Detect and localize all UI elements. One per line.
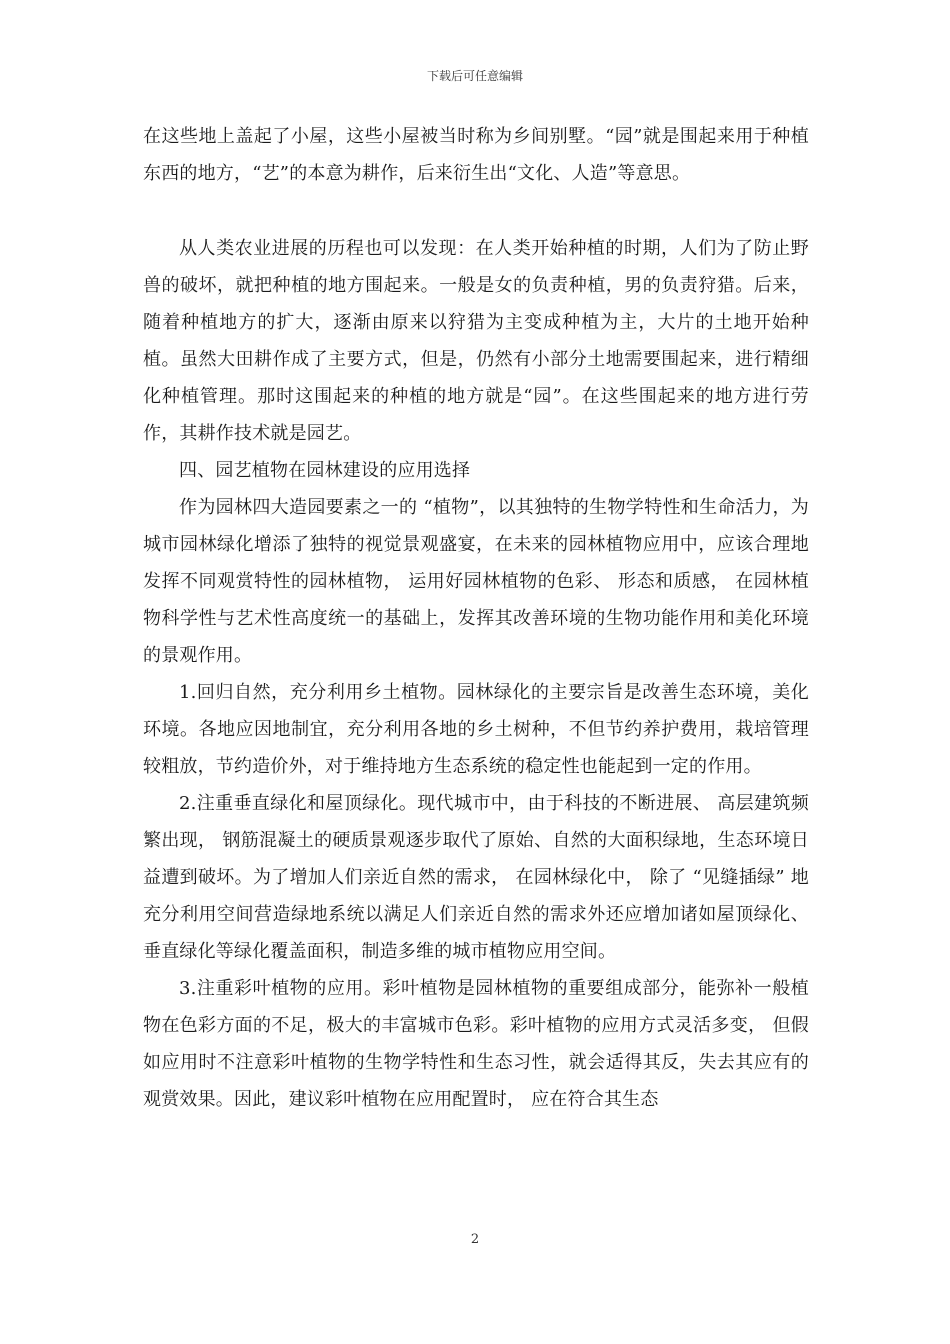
paragraph-spacer	[143, 192, 809, 230]
paragraph-point-2: 2.注重垂直绿化和屋顶绿化。现代城市中，由于科技的不断进展、 高层建筑频繁出现， 钢筋混凝土的硬质景观逐步取代了原始、自然的大面积绿地，生态环境日益遭到破坏。为了增加人们亲近自然的需求， 在园林绿化中， 除了 “见缝插绿” 地充分利用空间营造绿地系统以满足人们亲近自然的需求外还应增加诸如屋顶绿化、 垂直绿化等绿化覆盖面积，制造多维的城市植物应用空间。	[143, 793, 809, 962]
paragraph-point-1: 1.回归自然，充分利用乡土植物。园林绿化的主要宗旨是改善生态环境，美化环境。各地应因地制宜，充分利用各地的乡土树种，不但节约养护费用，栽培管理较粗放，节约造价外，对于维持地方生态系统的稳定性也能起到一定的作用。	[143, 682, 809, 777]
paragraph-point-3: 3.注重彩叶植物的应用。彩叶植物是园林植物的重要组成部分，能弥补一般植物在色彩方面的不足，极大的丰富城市色彩。彩叶植物的应用方式灵活多变， 但假如应用时不注意彩叶植物的生物学特性和生态习性，就会适得其反，失去其应有的观赏效果。因此，建议彩叶植物在应用配置时， 应在符合其生态	[143, 978, 809, 1110]
page-header: 下载后可任意编辑	[426, 69, 523, 83]
paragraph-continued: 在这些地上盖起了小屋，这些小屋被当时称为乡间别墅。“园”就是围起来用于种植东西的地方，“艺”的本意为耕作，后来衍生出“文化、人造”等意思。	[143, 126, 809, 184]
paragraph-intro: 作为园林四大造园要素之一的 “植物”，以其独特的生物学特性和生命活力，为城市园林绿化增添了独特的视觉景观盛宴，在未来的园林植物应用中，应该合理地发挥不同观赏特性的园林植物， 运用好园林植物的色彩、 形态和质感， 在园林植物科学性与艺术性高度统一的基础上，发挥其改善环境的生物功能作用和美化环境的景观作用。	[143, 497, 809, 666]
section-heading: 四、园艺植物在园林建设的应用选择	[179, 460, 471, 481]
document-body	[143, 118, 809, 1118]
paragraph-history: 从人类农业进展的历程也可以发现：在人类开始种植的时期，人们为了防止野兽的破坏，就把种植的地方围起来。一般是女的负责种植，男的负责狩猎。后来，随着种植地方的扩大，逐渐由原来以狩猎为主变成种植为主，大片的土地开始种植。虽然大田耕作成了主要方式，但是，仍然有小部分土地需要围起来，进行精细化种植管理。那时这围起来的种植的地方就是“园”。在这些围起来的地方进行劳作，其耕作技术就是园艺。	[143, 238, 809, 444]
page-number: 2	[470, 1232, 480, 1247]
